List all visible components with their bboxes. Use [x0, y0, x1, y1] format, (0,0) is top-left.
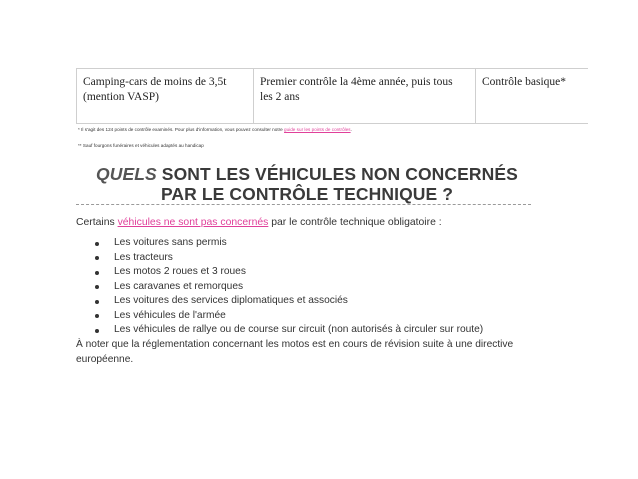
vehicle-line-1: Camping-cars de moins de 3,5t [83, 76, 227, 88]
table-cell-frequency [254, 69, 476, 123]
list-item-text: Les véhicules de l'armée [114, 309, 226, 321]
footnote-1-text: * Il s'agit des 124 points de contrôle examinés. Pour plus d'information, vous pouvez consulter notre [78, 127, 285, 132]
list-item-text: Les tracteurs [114, 251, 173, 263]
frequency-line-2: les 2 ans [260, 91, 300, 103]
non-concerned-link[interactable]: véhicules ne sont pas concernés [117, 217, 269, 228]
list-item [76, 251, 483, 266]
intro-after: par le contrôle technique obligatoire : [268, 217, 442, 228]
revision-note: À noter que la réglementation concernant les motos est en cours de révision suite à une directive européenne. [76, 339, 514, 365]
exempt-vehicle-list [76, 236, 483, 338]
bullet-icon [95, 242, 99, 246]
list-item [76, 265, 483, 280]
guide-link[interactable]: guide sur les points de contrôles [284, 127, 351, 132]
bullet-icon [95, 256, 99, 260]
list-item-text: Les voitures des services diplomatiques et associés [114, 295, 348, 306]
section-title-line-2: PAR LE CONTRÔLE TECHNIQUE ? [160, 184, 454, 204]
list-item-text: Les motos 2 roues et 3 roues [114, 266, 246, 277]
bullet-icon [95, 285, 99, 289]
list-item-text: Les voitures sans permis [114, 237, 227, 248]
table-cell-vehicle [76, 69, 254, 123]
bullet-icon [95, 271, 99, 275]
bullet-icon [95, 329, 99, 333]
frequency-line-1: Premier contrôle la 4ème année, puis tous [260, 76, 453, 88]
footnote-1 [78, 127, 352, 132]
intro-before: Certains [76, 217, 118, 228]
vehicle-table-row [76, 68, 588, 124]
footnote-2: ** Sauf fourgons funéraires et véhicules adaptés au handicap [78, 143, 204, 148]
footnote-1-end: . [350, 127, 352, 132]
title-divider [76, 204, 531, 205]
table-cell-control-type: Contrôle basique* [482, 76, 566, 88]
list-item-text: Les véhicules de rallye ou de course sur circuit (non autorisés à circuler sur route) [114, 324, 484, 335]
list-item [76, 323, 483, 338]
intro-paragraph [76, 217, 442, 228]
list-item [76, 309, 483, 324]
section-title [76, 164, 538, 204]
bullet-icon [95, 314, 99, 318]
section-title-italic: QUELS [96, 164, 157, 184]
vehicle-line-2: (mention VASP) [83, 91, 159, 103]
list-item [76, 294, 483, 309]
list-item-text: Les caravanes et remorques [114, 280, 244, 292]
list-item [76, 280, 483, 295]
section-title-line-1: SONT LES VÉHICULES NON CONCERNÉS [156, 164, 518, 184]
list-item [76, 236, 483, 251]
bullet-icon [95, 300, 99, 304]
